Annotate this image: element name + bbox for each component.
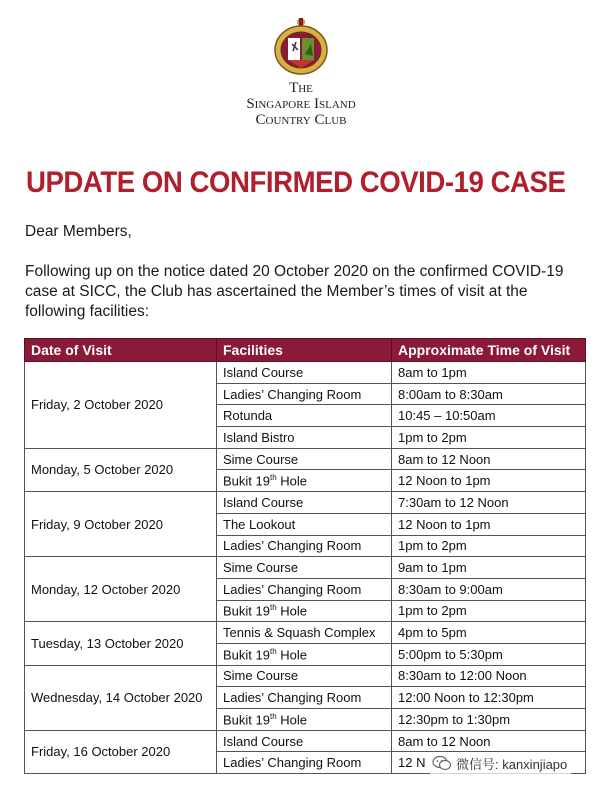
facility-cell: Sime Course — [217, 665, 392, 687]
facility-cell: Island Course — [217, 362, 392, 384]
page-title: UPDATE ON CONFIRMED COVID-19 CASE — [26, 166, 566, 199]
salutation: Dear Members, — [25, 223, 132, 240]
visit-table — [24, 338, 586, 774]
facility-cell: Sime Course — [217, 557, 392, 579]
table-row — [25, 362, 586, 384]
visit-date-cell: Friday, 16 October 2020 — [25, 730, 217, 773]
time-cell: 8:30am to 9:00am — [392, 578, 586, 600]
facility-cell: Rotunda — [217, 405, 392, 427]
facility-cell: Island Course — [217, 492, 392, 514]
table-row — [25, 557, 586, 579]
facility-cell: Island Course — [217, 730, 392, 752]
facility-cell: Island Bistro — [217, 427, 392, 449]
header-facilities: Facilities — [217, 339, 392, 362]
facility-cell: Ladies’ Changing Room — [217, 578, 392, 600]
time-cell: 12 Noon to 1pm — [392, 470, 586, 492]
facility-cell: Sime Course — [217, 448, 392, 470]
facility-cell: Bukit 19th Hole — [217, 643, 392, 665]
time-cell: 12 N — [392, 752, 586, 774]
facility-cell: The Lookout — [217, 513, 392, 535]
facility-cell: Bukit 19th Hole — [217, 600, 392, 622]
table-row — [25, 448, 586, 470]
watermark-text: 微信号: kanxinjiapo — [456, 756, 568, 772]
time-cell: 4pm to 5pm — [392, 622, 586, 644]
facility-cell: Ladies’ Changing Room — [217, 752, 392, 774]
notice-paragraph: Following up on the notice dated 20 October 2020 on the confirmed COVID-19 case at SICC, the Club has ascertained the Member’s times of visit at the following facilities: — [25, 263, 564, 320]
visit-date-cell: Monday, 5 October 2020 — [25, 448, 217, 491]
wechat-icon — [432, 755, 452, 771]
table-row — [25, 622, 586, 644]
facility-cell: Bukit 19th Hole — [217, 709, 392, 731]
time-cell: 7:30am to 12 Noon — [392, 492, 586, 514]
header-time: Approximate Time of Visit — [392, 339, 586, 362]
time-cell: 8:00am to 8:30am — [392, 383, 586, 405]
club-crest-logo — [270, 10, 332, 76]
visit-date-cell: Monday, 12 October 2020 — [25, 557, 217, 622]
wechat-watermark — [430, 752, 571, 774]
table-row — [25, 730, 586, 752]
time-cell: 10:45 – 10:50am — [392, 405, 586, 427]
table-row — [25, 492, 586, 514]
time-cell: 12 Noon to 1pm — [392, 513, 586, 535]
facility-cell: Bukit 19th Hole — [217, 470, 392, 492]
club-name-line-2: Singapore Island — [246, 96, 356, 112]
time-cell: 8am to 12 Noon — [392, 448, 586, 470]
time-cell: 12:00 Noon to 12:30pm — [392, 687, 586, 709]
table-row — [25, 665, 586, 687]
header-date: Date of Visit — [25, 339, 217, 362]
time-cell: 1pm to 2pm — [392, 600, 586, 622]
visit-date-cell: Friday, 9 October 2020 — [25, 492, 217, 557]
facility-cell: Ladies’ Changing Room — [217, 687, 392, 709]
time-cell: 9am to 1pm — [392, 557, 586, 579]
facility-cell: Ladies’ Changing Room — [217, 383, 392, 405]
time-cell: 8am to 12 Noon — [392, 730, 586, 752]
club-name-line-1: The — [289, 80, 313, 96]
table-header-row — [25, 339, 586, 362]
time-cell: 8:30am to 12:00 Noon — [392, 665, 586, 687]
time-cell: 12:30pm to 1:30pm — [392, 709, 586, 731]
time-cell: 5:00pm to 5:30pm — [392, 643, 586, 665]
time-cell: 1pm to 2pm — [392, 427, 586, 449]
visit-date-cell: Friday, 2 October 2020 — [25, 362, 217, 449]
facility-cell: Tennis & Squash Complex — [217, 622, 392, 644]
club-name-line-3: Country Club — [255, 112, 347, 128]
visit-date-cell: Tuesday, 13 October 2020 — [25, 622, 217, 665]
facility-cell: Ladies’ Changing Room — [217, 535, 392, 557]
visit-date-cell: Wednesday, 14 October 2020 — [25, 665, 217, 730]
time-cell: 8am to 1pm — [392, 362, 586, 384]
visit-table-body — [25, 362, 586, 774]
time-cell: 1pm to 2pm — [392, 535, 586, 557]
